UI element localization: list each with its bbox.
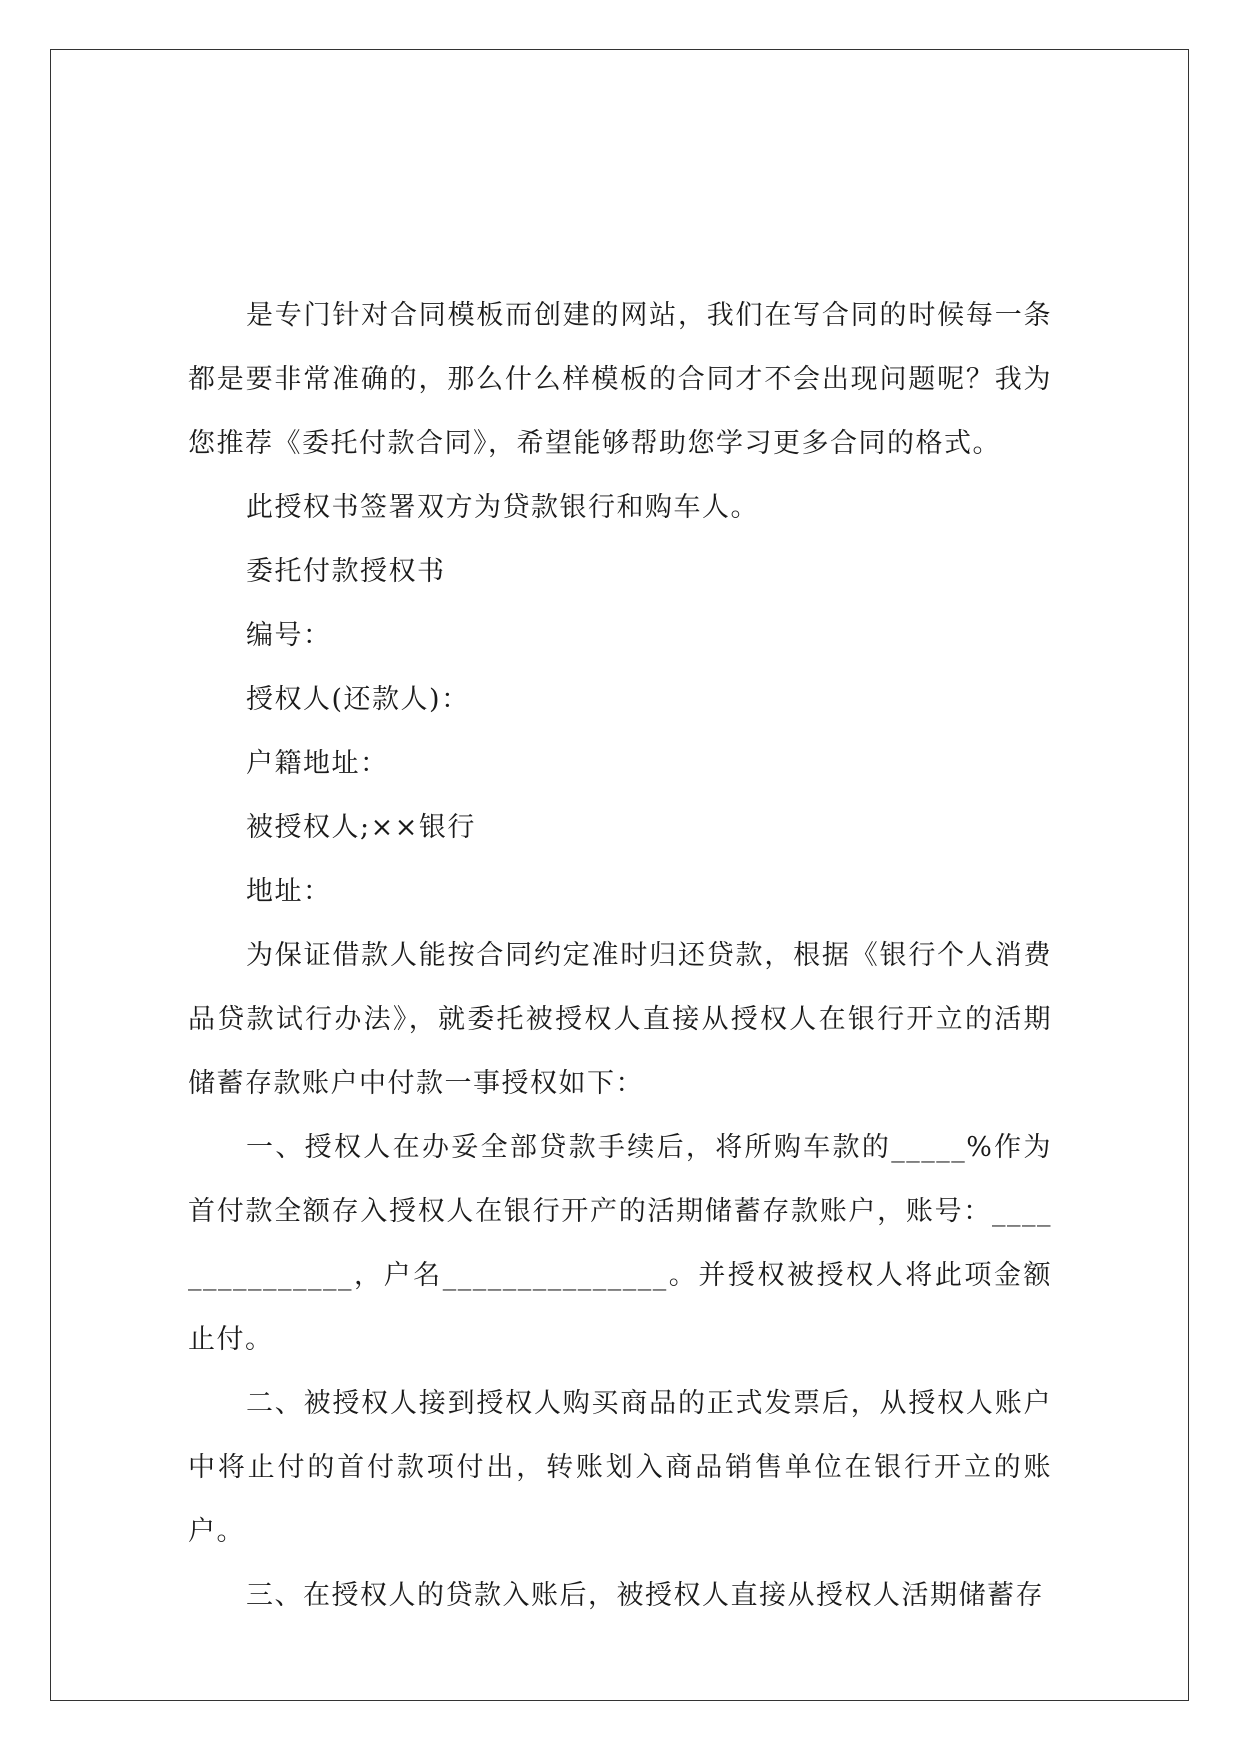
intro-paragraph: 是专门针对合同模板而创建的网站，我们在写合同的时候每一条都是要非常准确的，那么什么样模板的合同才不会出现问题呢？我为您推荐《委托付款合同》，希望能够帮助您学习更多合同的格式。 bbox=[188, 300, 1052, 459]
address-field: 地址： bbox=[246, 876, 332, 907]
clause-three: 三、在授权人的贷款入账后，被授权人直接从授权人活期储蓄存 bbox=[246, 1580, 1044, 1611]
grantee-field: 被授权人;××银行 bbox=[246, 812, 476, 843]
purpose-paragraph: 为保证借款人能按合同约定准时归还贷款，根据《银行个人消费品贷款试行办法》，就委托被授权人直接从授权人在银行开立的活期储蓄存款账户中付款一事授权如下： bbox=[188, 940, 1052, 1099]
document-body bbox=[188, 284, 1052, 1628]
clause-two: 二、被授权人接到授权人购买商品的正式发票后，从授权人账户中将止付的首付款项付出，转账划入商品销售单位在银行开立的账户。 bbox=[188, 1388, 1052, 1547]
household-address-field: 户籍地址： bbox=[246, 748, 389, 779]
number-field: 编号： bbox=[246, 620, 332, 651]
grantor-field: 授权人(还款人)： bbox=[246, 684, 470, 715]
signing-parties-paragraph: 此授权书签署双方为贷款银行和购车人。 bbox=[246, 492, 759, 523]
clause-one: 一、授权人在办妥全部贷款手续后，将所购车款的_____%作为首付款全额存入授权人在银行开产的活期储蓄存款账户，账号：_______________，户名_______________。并授权被授权人将此项金额止付。 bbox=[188, 1132, 1052, 1355]
document-title: 委托付款授权书 bbox=[246, 556, 446, 587]
